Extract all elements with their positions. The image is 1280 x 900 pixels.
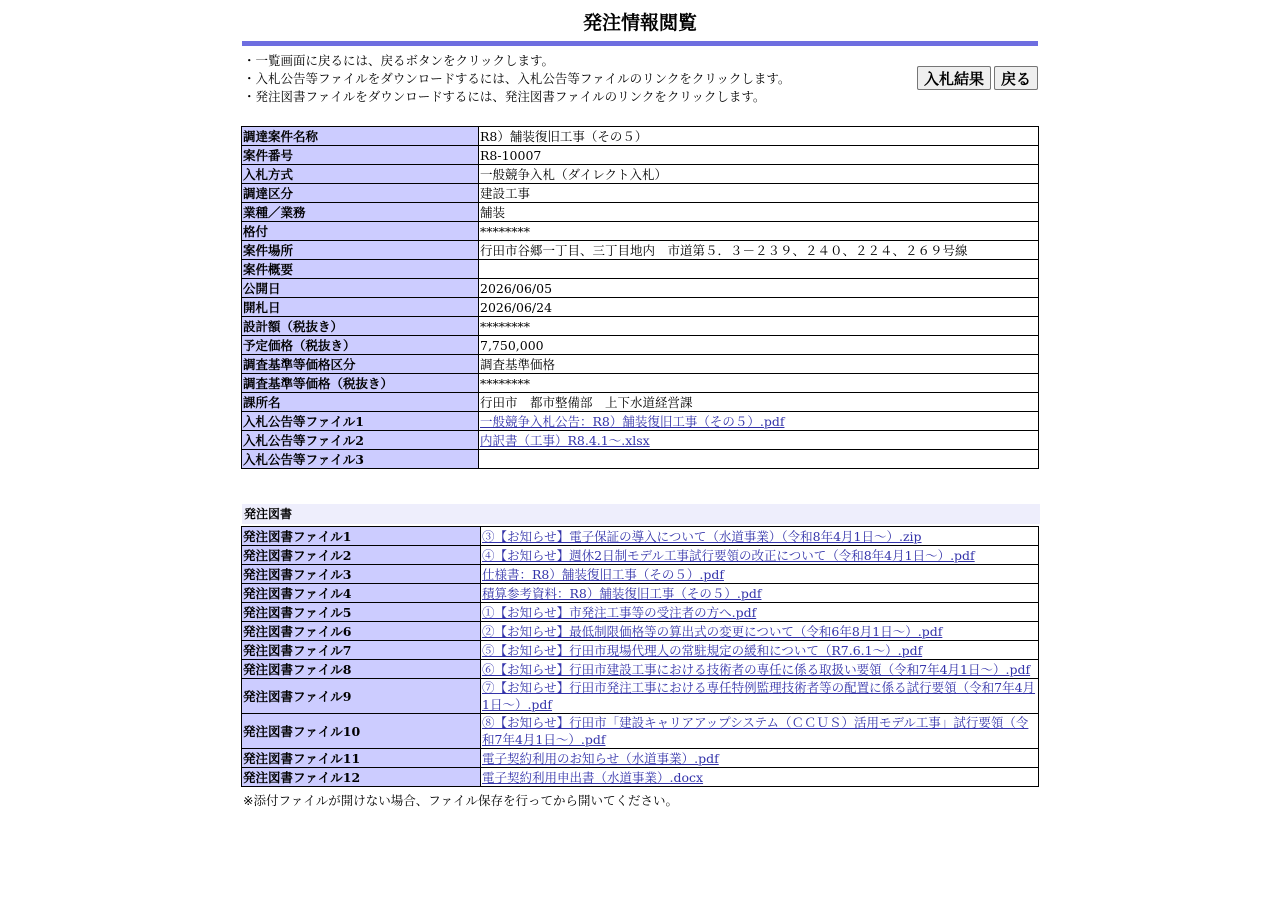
info-value: R8-10007 — [479, 146, 1039, 165]
doc-file-label: 発注図書ファイル5 — [242, 603, 481, 622]
doc-file-label: 発注図書ファイル12 — [242, 768, 481, 787]
info-value: ******** — [479, 374, 1039, 393]
doc-file-label: 発注図書ファイル3 — [242, 565, 481, 584]
doc-file-link[interactable]: 仕様書：R8）舗装復旧工事（その５）.pdf — [482, 566, 724, 582]
info-row — [242, 260, 1039, 279]
doc-file-row — [242, 527, 1039, 546]
info-label: 案件番号 — [242, 146, 479, 165]
info-label: 入札公告等ファイル3 — [242, 450, 479, 469]
info-value: R8）舗装復旧工事（その５） — [479, 127, 1039, 146]
info-value — [479, 260, 1039, 279]
info-row — [242, 393, 1039, 412]
info-value: 行田市谷郷一丁目、三丁目地内 市道第５．３－２３９、２４０、２２４、２６９号線 — [479, 241, 1039, 260]
doc-file-row — [242, 660, 1039, 679]
info-label: 入札方式 — [242, 165, 479, 184]
docs-files-table — [241, 526, 1039, 787]
doc-file-link[interactable]: ⑦【お知らせ】行田市発注工事における専任特例監理技術者等の配置に係る試行要領（令和7年4月1日～）.pdf — [482, 680, 1036, 712]
doc-file-value — [481, 749, 1039, 768]
doc-file-row — [242, 641, 1039, 660]
docs-section-heading: 発注図書 — [242, 504, 1040, 524]
info-value — [479, 412, 1039, 431]
info-row — [242, 317, 1039, 336]
doc-file-link[interactable]: 積算参考資料：R8）舗装復旧工事（その５）.pdf — [482, 585, 762, 601]
info-label: 入札公告等ファイル2 — [242, 431, 479, 450]
doc-file-label: 発注図書ファイル9 — [242, 679, 481, 714]
info-label: 予定価格（税抜き） — [242, 336, 479, 355]
info-label: 業種／業務 — [242, 203, 479, 222]
doc-file-link[interactable]: ③【お知らせ】電子保証の導入について（水道事業）（令和8年4月1日～）.zip — [482, 528, 922, 544]
info-value: 行田市 都市整備部 上下水道経営課 — [479, 393, 1039, 412]
info-row — [242, 222, 1039, 241]
info-value: 一般競争入札（ダイレクト入札） — [479, 165, 1039, 184]
doc-file-link[interactable]: ④【お知らせ】週休2日制モデル工事試行要領の改正について（令和8年4月1日～）.pdf — [482, 547, 975, 563]
doc-file-row — [242, 749, 1039, 768]
info-row — [242, 374, 1039, 393]
doc-file-row — [242, 584, 1039, 603]
info-value: 7,750,000 — [479, 336, 1039, 355]
info-label: 入札公告等ファイル1 — [242, 412, 479, 431]
action-buttons — [917, 66, 1038, 90]
info-row — [242, 127, 1039, 146]
info-row — [242, 355, 1039, 374]
info-label: 案件概要 — [242, 260, 479, 279]
instruction-item: ・一覧画面に戻るには、戻るボタンをクリックします。 — [243, 53, 555, 68]
doc-file-link[interactable]: ⑧【お知らせ】行田市「建設キャリアアップシステム（ＣＣＵＳ）活用モデル工事」試行要領（令和7年4月1日～）.pdf — [482, 715, 1029, 747]
doc-file-label: 発注図書ファイル2 — [242, 546, 481, 565]
doc-file-link[interactable]: 電子契約利用のお知らせ（水道事業）.pdf — [482, 750, 719, 766]
doc-file-label: 発注図書ファイル11 — [242, 749, 481, 768]
doc-file-label: 発注図書ファイル7 — [242, 641, 481, 660]
procurement-info-table — [241, 126, 1039, 469]
doc-file-row — [242, 603, 1039, 622]
info-label: 調査基準等価格（税抜き） — [242, 374, 479, 393]
doc-file-value — [481, 546, 1039, 565]
info-row — [242, 165, 1039, 184]
instruction-item: ・発注図書ファイルをダウンロードするには、発注図書ファイルのリンクをクリックします。 — [243, 89, 766, 104]
doc-file-label: 発注図書ファイル6 — [242, 622, 481, 641]
doc-file-row — [242, 622, 1039, 641]
page-container — [241, 0, 1039, 809]
doc-file-value — [481, 660, 1039, 679]
bid-result-button[interactable]: 入札結果 — [917, 66, 991, 90]
info-row — [242, 412, 1039, 431]
info-label: 調達区分 — [242, 184, 479, 203]
info-label: 調達案件名称 — [242, 127, 479, 146]
info-row — [242, 203, 1039, 222]
doc-file-link[interactable]: ⑥【お知らせ】行田市建設工事における技術者の専任に係る取扱い要領（令和7年4月1日～）.pdf — [482, 661, 1031, 677]
info-value: ******** — [479, 317, 1039, 336]
info-value — [479, 431, 1039, 450]
doc-file-row — [242, 546, 1039, 565]
doc-file-value — [481, 622, 1039, 641]
info-value — [479, 450, 1039, 469]
info-row — [242, 241, 1039, 260]
info-value: 建設工事 — [479, 184, 1039, 203]
info-label: 課所名 — [242, 393, 479, 412]
info-label: 設計額（税抜き） — [242, 317, 479, 336]
doc-file-value — [481, 603, 1039, 622]
doc-file-link[interactable]: ②【お知らせ】最低制限価格等の算出式の変更について（令和6年8月1日～）.pdf — [482, 623, 943, 639]
doc-file-label: 発注図書ファイル4 — [242, 584, 481, 603]
info-label: 案件場所 — [242, 241, 479, 260]
info-value: 2026/06/24 — [479, 298, 1039, 317]
back-button[interactable]: 戻る — [994, 66, 1038, 90]
notice-file-link[interactable]: 内訳書（工事）R8.4.1～.xlsx — [480, 432, 650, 448]
doc-file-value — [481, 714, 1039, 749]
info-row — [242, 184, 1039, 203]
doc-file-row — [242, 679, 1039, 714]
doc-file-link[interactable]: 電子契約利用申出書（水道事業）.docx — [482, 769, 704, 785]
info-row — [242, 431, 1039, 450]
info-row — [242, 298, 1039, 317]
doc-file-label: 発注図書ファイル10 — [242, 714, 481, 749]
info-value: 2026/06/05 — [479, 279, 1039, 298]
doc-file-label: 発注図書ファイル8 — [242, 660, 481, 679]
doc-file-label: 発注図書ファイル1 — [242, 527, 481, 546]
page-title: 発注情報閲覧 — [582, 12, 697, 34]
doc-file-value — [481, 527, 1039, 546]
info-label: 調査基準等価格区分 — [242, 355, 479, 374]
info-row — [242, 336, 1039, 355]
info-row — [242, 450, 1039, 469]
info-label: 開札日 — [242, 298, 479, 317]
doc-file-link[interactable]: ①【お知らせ】市発注工事等の受注者の方へ.pdf — [482, 604, 757, 620]
info-row — [242, 279, 1039, 298]
doc-file-value — [481, 641, 1039, 660]
doc-file-value — [481, 768, 1039, 787]
doc-file-row — [242, 565, 1039, 584]
doc-file-value — [481, 679, 1039, 714]
notice-file-link[interactable]: 一般競争入札公告：R8）舗装復旧工事（その５）.pdf — [480, 413, 785, 429]
doc-file-value — [481, 565, 1039, 584]
doc-file-row — [242, 714, 1039, 749]
info-row — [242, 146, 1039, 165]
info-label: 公開日 — [242, 279, 479, 298]
info-label: 格付 — [242, 222, 479, 241]
info-value: ******** — [479, 222, 1039, 241]
doc-file-link[interactable]: ⑤【お知らせ】行田市現場代理人の常駐規定の緩和について（R7.6.1～）.pdf — [482, 642, 923, 658]
instructions-area — [241, 46, 1039, 126]
info-value: 舗装 — [479, 203, 1039, 222]
instruction-item: ・入札公告等ファイルをダウンロードするには、入札公告等ファイルのリンクをクリックします。 — [243, 71, 791, 86]
doc-file-row — [242, 768, 1039, 787]
footnote: ※添付ファイルが開けない場合、ファイル保存を行ってから開いてください。 — [243, 793, 678, 808]
doc-file-value — [481, 584, 1039, 603]
info-value: 調査基準価格 — [479, 355, 1039, 374]
